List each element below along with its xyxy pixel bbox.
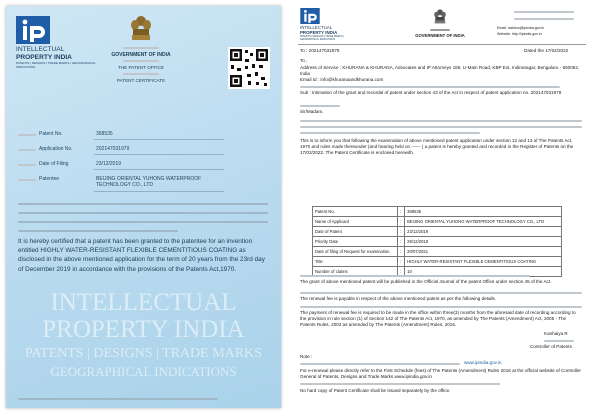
national-emblem-icon	[433, 8, 447, 26]
table-row	[313, 237, 562, 247]
field-underline	[94, 154, 224, 155]
hindi-body-line	[18, 203, 268, 205]
table-label: Date of Patent	[313, 227, 398, 237]
certificate-sheet	[6, 6, 281, 408]
table-label: Patent No.	[313, 207, 398, 217]
table-patent-no: 368535	[405, 207, 562, 217]
table-label: Title	[313, 257, 398, 267]
watermark-line-2: PROPERTY INDIA	[42, 316, 245, 343]
table-row	[313, 207, 562, 217]
grant-intimation-letter	[292, 0, 592, 413]
certificate-english-body: It is hereby certified that a patent has been granted to the patentee for an invention entitled HIGHLY WATER-RESISTANT FLEXIBLE CEMENTITIOUS COATING as disclosed in the above mentioned application for the term of 20 years from the 23rd day of December 2019 in accordance with the provisions of the Patents Act,1970.	[18, 238, 265, 273]
note-label: Note :	[300, 354, 313, 359]
table-label: Number of claims	[313, 267, 398, 277]
table-colon: :	[397, 217, 404, 227]
table-colon: :	[397, 207, 404, 217]
grant-hindi-line	[300, 275, 530, 277]
table-label: Name of Applicant	[313, 217, 398, 227]
gov-english: GOVERNMENT OF INDIA	[111, 52, 171, 58]
grant-note: The grant of above mentioned patent will be published in the Official Journal of the patent Office under section 45 of the Act.	[300, 279, 552, 284]
salutation: Sir/Madam,	[300, 109, 324, 114]
qr-code-icon	[228, 47, 270, 89]
note-website-link[interactable]: www.ipindia.gov.in	[464, 360, 502, 365]
patent-certificate	[0, 0, 290, 413]
office-name: THE PATENT OFFICE	[118, 65, 164, 70]
signer-role: Controller of Patents	[530, 344, 572, 349]
table-rfe-date: 20/07/2021	[405, 247, 562, 257]
contact-hindi-line	[514, 11, 574, 13]
table-claims: 10	[405, 267, 562, 277]
letter-date: Dated the 17/02/2022	[524, 48, 569, 53]
patent-details-table	[312, 206, 562, 277]
para-hindi-line	[300, 120, 582, 122]
hindi-body-line	[18, 230, 178, 232]
letter-logo-line-1: INTELLECTUAL	[300, 25, 333, 30]
reference-number: To : 202147031979	[300, 48, 340, 53]
watermark-line-3: PATENTS | DESIGNS | TRADE MARKS	[24, 346, 263, 361]
signer-hindi-line	[544, 340, 574, 342]
watermark-line-4: GEOGRAPHICAL INDICATIONS	[50, 364, 237, 379]
letter-logo-tagline: PATENTS | DESIGNS | TRADE MARKS | GEOGRAPHICAL INDICATIONS	[300, 35, 344, 41]
letter-gov-hindi-line	[430, 29, 450, 31]
table-colon: :	[397, 237, 404, 247]
table-label: Date of filing of Request for examination	[313, 247, 398, 257]
field-hindi-label	[18, 149, 36, 151]
payment-hindi-line	[300, 306, 582, 308]
gov-hindi-line	[123, 47, 159, 49]
note-hindi-line	[300, 363, 460, 365]
renewal-hindi-line	[300, 292, 582, 294]
table-date-of-patent: 23/12/2019	[405, 227, 562, 237]
payment-note: The payment of renewal fee is required to be made in the office within three(3) months from the aforesaid date of recording according to the provision in rule section (1) of Section 142 of The Patents Act, 1970, as amended by The Patents (Amendment) Act, 2005 - The Patents Rules, 2003 as amended by The Patents (Amendment) Rules, 2016.	[300, 310, 576, 327]
field-hindi-label	[18, 164, 36, 166]
footer-line	[18, 398, 218, 400]
table-colon: :	[397, 267, 404, 277]
logo-line-2: PROPERTY INDIA	[16, 54, 72, 61]
logo-line-1: INTELLECTUAL	[16, 46, 65, 53]
subject-hindi-line	[300, 86, 560, 88]
ip-logo-icon	[300, 8, 320, 24]
service-email: Email Id : info@khuranaandkhurana.com	[300, 77, 384, 82]
table-row	[313, 217, 562, 227]
signer-name: Kanhaiya R	[544, 331, 568, 336]
cert-field-label: Patent No.	[39, 131, 63, 137]
table-applicant: BEIJING ORIENTAL YUHONG WATERPROOF TECHNOLOGY CO., LTD	[405, 217, 562, 227]
contact-website: Website: http://ipindia.gov.in	[497, 32, 542, 36]
logo-tagline: PATENTS | DESIGNS | TRADE MARKS | GEOGRAPHICAL INDICATIONS	[16, 61, 96, 69]
cert-field-label: Application No.	[39, 146, 73, 152]
note-english: For e-renewal please directly refer to the First Schedule (fees) of The Patents (Amendment) Rules 2016 at the official website of Controller General of Patents, Designs and Trade Marks www.ipindia.gov.in	[300, 368, 581, 379]
hindi-body-line	[18, 212, 268, 214]
cert-field-label: Date of Filing	[39, 161, 69, 167]
office-hindi-line	[123, 60, 159, 62]
cert-patent-no: 368535	[96, 131, 113, 137]
cert-hindi-line	[123, 73, 159, 75]
contact-hindi-line	[514, 18, 574, 20]
table-title: HIGHLY WATER-RESISTANT FLEXIBLE CEMENTITIOUS COATING	[405, 257, 562, 267]
ip-logo-icon	[16, 16, 50, 44]
certificate-title: PATENT CERTIFICATE	[116, 78, 166, 83]
field-hindi-label	[18, 134, 36, 136]
hard-copy-note: No hard copy of Patent Certificate shall be issued separately by the office.	[300, 388, 451, 393]
cert-patentee: BEIJING ORIENTAL YUHONG WATERPROOF TECHNOLOGY CO., LTD	[96, 176, 202, 189]
table-colon: :	[397, 257, 404, 267]
to-label: To ,	[300, 58, 308, 63]
field-underline	[94, 139, 224, 140]
letter-logo-line-2: PROPERTY INDIA	[300, 30, 338, 35]
field-hindi-label	[18, 179, 36, 181]
para-hindi-line	[300, 126, 582, 128]
table-colon: :	[397, 227, 404, 237]
field-underline	[94, 169, 224, 170]
renewal-english: The renewal fee is payable in respect of the above mentioned patent as per the following details.	[300, 296, 497, 301]
table-priority-date: 29/12/2018	[405, 237, 562, 247]
national-emblem-icon	[129, 14, 153, 44]
contact-email: Email: dakhoo@ipindia.gov.in	[497, 26, 545, 30]
cert-date-of-filing: 23/12/2019	[96, 161, 122, 167]
para-hindi-line	[300, 132, 480, 134]
salutation-hindi-line	[300, 105, 340, 107]
letter-subject: Sub : Intimation of the grant and recordal of patent under section 43 of the Act in respect of patent application no. 202147031979	[300, 90, 562, 95]
table-label: Priority Date	[313, 237, 398, 247]
field-underline	[94, 191, 224, 192]
hardcopy-hindi-line	[300, 383, 500, 385]
hindi-body-line	[18, 221, 268, 223]
cert-field-label: Patentee	[39, 176, 60, 182]
table-colon: :	[397, 247, 404, 257]
table-row	[313, 247, 562, 257]
table-row	[313, 227, 562, 237]
header-rule	[298, 44, 586, 45]
para-english: This is to inform you that following the examination of above mentioned patent application under section 12 and 13 of The Patents Act, 1970 and rules made thereunder (and hearing held on ------ ) a patent is hereby granted and recorded in the Register of Patents on the 17/02/2022. The Patent Certificate is enclosed herewith.	[300, 138, 574, 155]
cert-application-no: 202147031979	[96, 146, 130, 152]
table-row	[313, 257, 562, 267]
watermark-line-1: INTELLECTUAL	[50, 289, 237, 316]
service-address: Address of Service : KHURANA & KHURANA, Advocates and IP Attorneys 186, U-Main Road, KBP Ext, Indiranagar, Bengaluru - 560062, India	[300, 65, 580, 76]
letter-gov-english: GOVERNMENT OF INDIA	[415, 33, 465, 38]
